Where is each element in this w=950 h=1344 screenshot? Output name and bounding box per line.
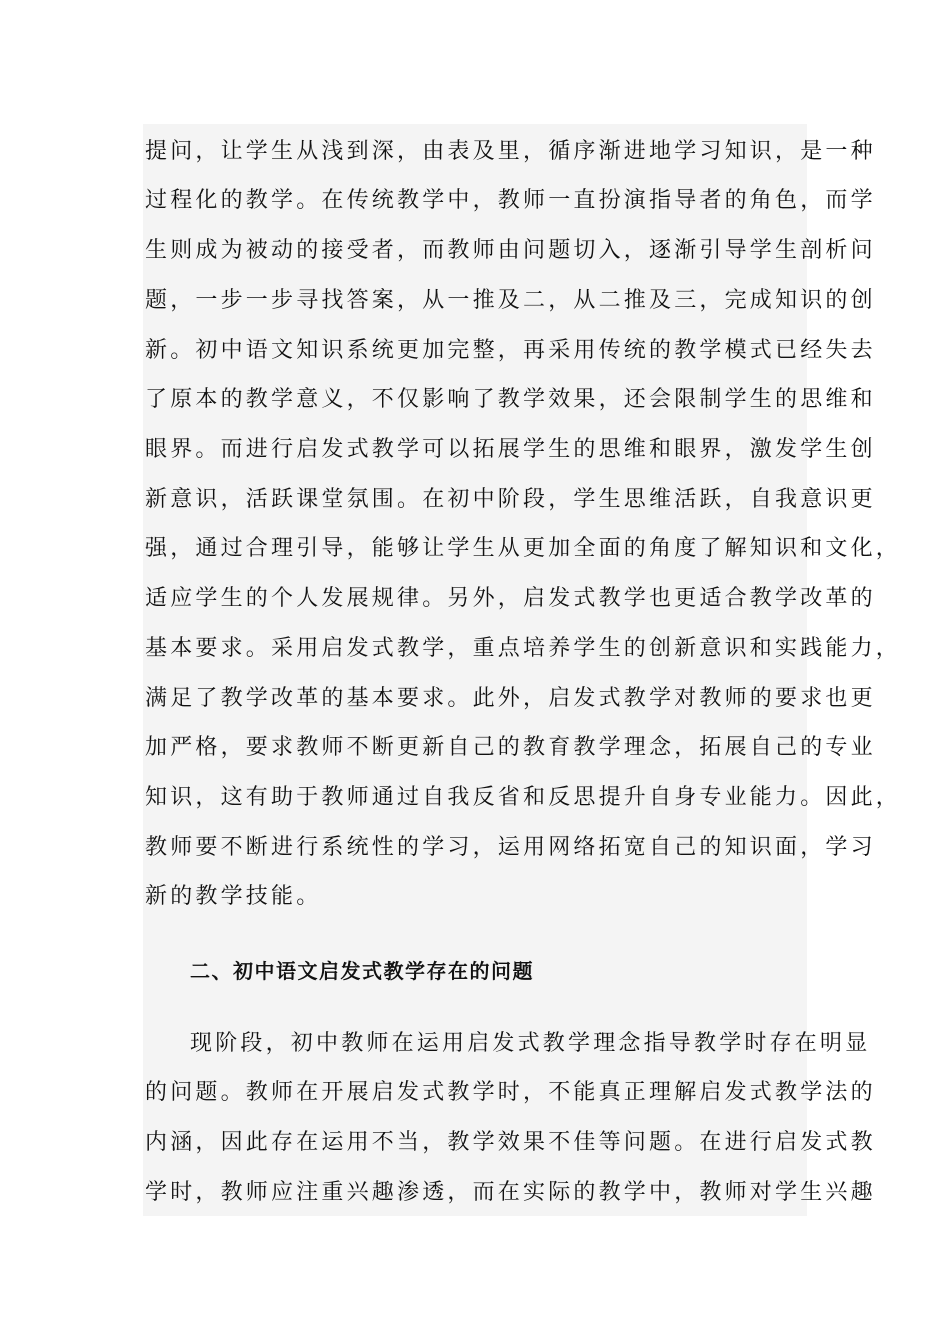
paragraph-line: 适应学生的个人发展规律。另外，启发式教学也更适合教学改革的 — [145, 586, 876, 611]
paragraph-line: 知识，这有助于教师通过自我反省和反思提升自身专业能力。因此， — [145, 785, 902, 810]
paragraph-line: 过程化的教学。在传统教学中，教师一直扮演指导者的角色，而学 — [145, 188, 876, 213]
paragraph-line: 教师要不断进行系统性的学习，运用网络拓宽自己的知识面，学习 — [145, 835, 876, 860]
paragraph-line: 强，通过合理引导，能够让学生从更加全面的角度了解知识和文化， — [145, 536, 902, 561]
paragraph-line: 学时，教师应注重兴趣渗透，而在实际的教学中，教师对学生兴趣 — [145, 1180, 876, 1205]
paragraph-line: 新的教学技能。 — [145, 884, 322, 909]
section-heading: 二、初中语文启发式教学存在的问题 — [190, 959, 534, 983]
paragraph-line: 加严格，要求教师不断更新自己的教育教学理念，拓展自己的专业 — [145, 735, 876, 760]
paragraph-line: 内涵，因此存在运用不当，教学效果不佳等问题。在进行启发式教 — [145, 1130, 876, 1155]
paragraph-line: 生则成为被动的接受者，而教师由问题切入，逐渐引导学生剖析问 — [145, 238, 876, 263]
paragraph-line: 新意识，活跃课堂氛围。在初中阶段，学生思维活跃，自我意识更 — [145, 487, 876, 512]
paragraph-line: 的问题。教师在开展启发式教学时，不能真正理解启发式教学法的 — [145, 1080, 876, 1105]
paragraph-line: 新。初中语文知识系统更加完整，再采用传统的教学模式已经失去 — [145, 338, 876, 363]
paragraph-line: 基本要求。采用启发式教学，重点培养学生的创新意识和实践能力， — [145, 636, 902, 661]
paragraph-line: 满足了教学改革的基本要求。此外，启发式教学对教师的要求也更 — [145, 686, 876, 711]
paragraph-line: 现阶段，初中教师在运用启发式教学理念指导教学时存在明显 — [190, 1031, 871, 1056]
paragraph-line: 眼界。而进行启发式教学可以拓展学生的思维和眼界，激发学生创 — [145, 437, 876, 462]
paragraph-line: 提问，让学生从浅到深，由表及里，循序渐进地学习知识，是一种 — [145, 139, 876, 164]
paragraph-line: 题，一步一步寻找答案，从一推及二，从二推及三，完成知识的创 — [145, 288, 876, 313]
paragraph-line: 了原本的教学意义，不仅影响了教学效果，还会限制学生的思维和 — [145, 387, 876, 412]
